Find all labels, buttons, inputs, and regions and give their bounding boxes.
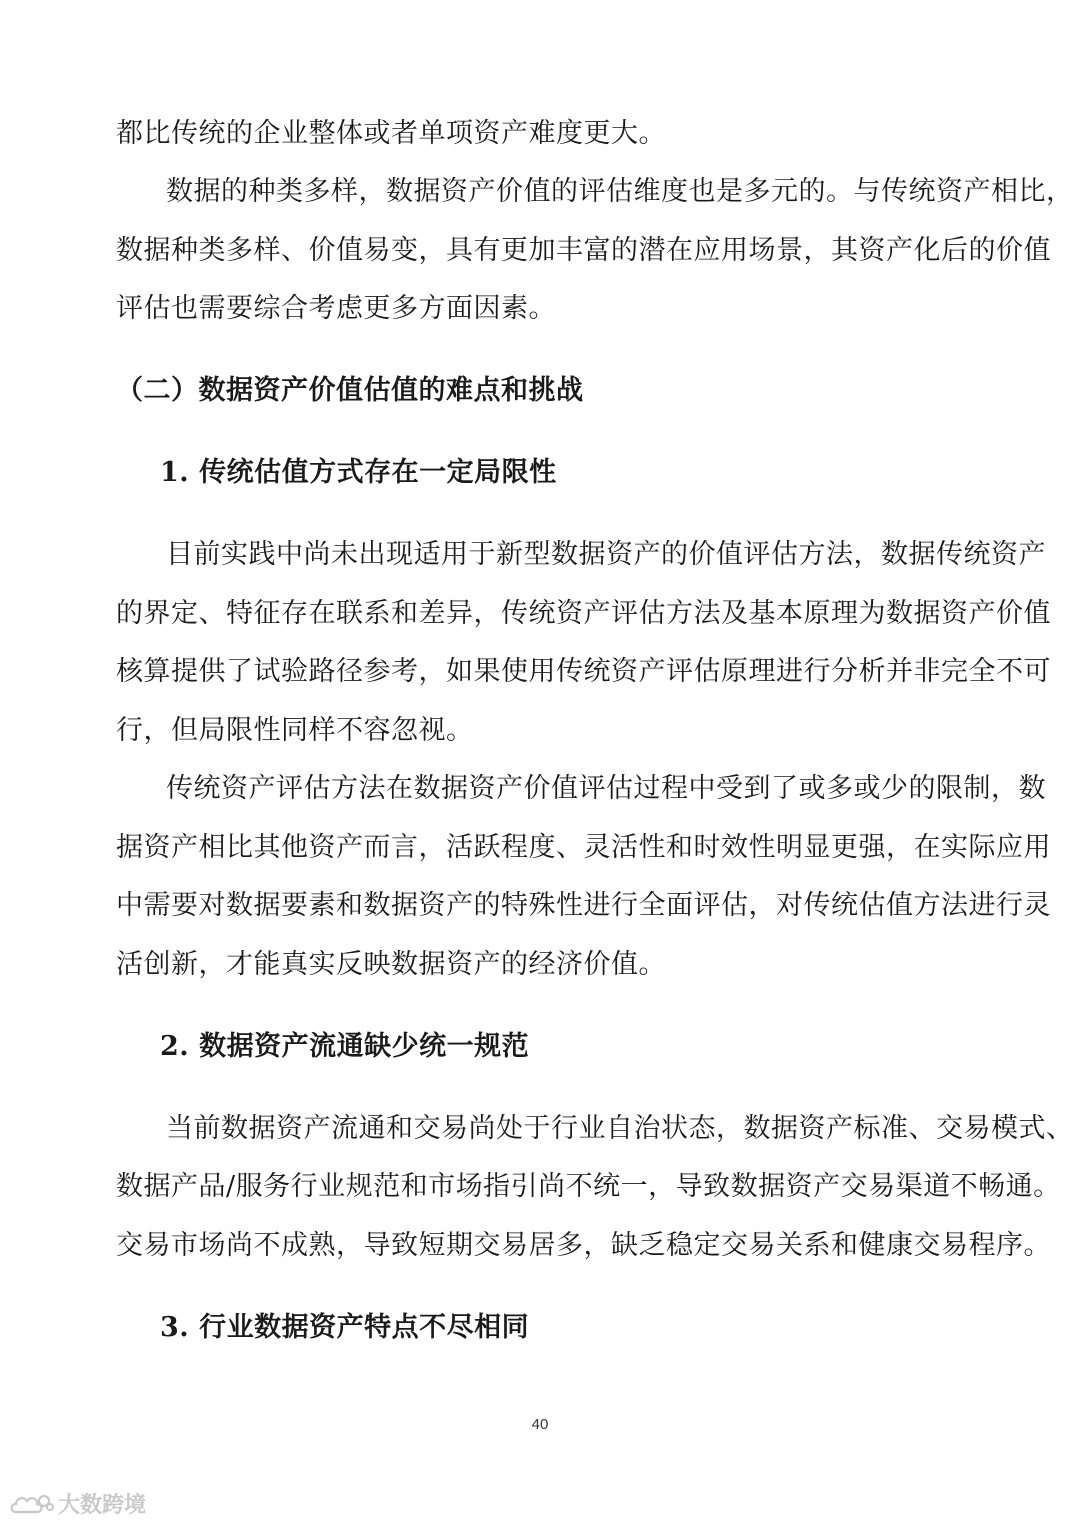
- paragraph-2-line-4: 行，但局限性同样不容忽视。: [116, 715, 474, 746]
- watermark: [8, 1488, 146, 1519]
- paragraph-1-line-2: 数据种类多样、价值易变，具有更加丰富的潜在应用场景，其资产化后的价值: [116, 235, 1051, 266]
- paragraph-4-line-1: 当前数据资产流通和交易尚处于行业自治状态，数据资产标准、交易模式、: [166, 1113, 1074, 1144]
- subheading-1: 1. 传统估值方式存在一定局限性: [160, 457, 557, 488]
- paragraph-3-line-4: 活创新，才能真实反映数据资产的经济价值。: [116, 949, 666, 980]
- paragraph-4-line-3: 交易市场尚不成熟，导致短期交易居多，缺乏稳定交易关系和健康交易程序。: [116, 1230, 1051, 1261]
- subheading-2: 2. 数据资产流通缺少统一规范: [160, 1031, 530, 1062]
- paragraph-1-line-3: 评估也需要综合考虑更多方面因素。: [116, 293, 556, 324]
- paragraph-3-line-3: 中需要对数据要素和数据资产的特殊性进行全面评估，对传统估值方法进行灵: [116, 890, 1051, 921]
- paragraph-4-line-2: 数据产品/服务行业规范和市场指引尚不统一，导致数据资产交易渠道不畅通。: [116, 1171, 1061, 1202]
- subheading-3: 3. 行业数据资产特点不尽相同: [160, 1312, 530, 1343]
- page-number: 40: [531, 1416, 549, 1433]
- paragraph-2-line-1: 目前实践中尚未出现适用于新型数据资产的价值评估方法，数据传统资产: [166, 539, 1046, 570]
- paragraph-3-line-1: 传统资产评估方法在数据资产价值评估过程中受到了或多或少的限制，数: [166, 773, 1046, 804]
- paragraph-2-line-3: 核算提供了试验路径参考，如果使用传统资产评估原理进行分析并非完全不可: [116, 656, 1051, 687]
- paragraph-1-line-1: 数据的种类多样，数据资产价值的评估维度也是多元的。与传统资产相比，: [166, 176, 1074, 207]
- paragraph-3-line-2: 据资产相比其他资产而言，活跃程度、灵活性和时效性明显更强，在实际应用: [116, 832, 1051, 863]
- paragraph-0-line-1: 都比传统的企业整体或者单项资产难度更大。: [116, 118, 666, 149]
- paragraph-2-line-2: 的界定、特征存在联系和差异，传统资产评估方法及基本原理为数据资产价值: [116, 598, 1051, 629]
- watermark-text: 大数跨境: [58, 1492, 147, 1517]
- cloud-logo-icon: [8, 1490, 54, 1518]
- section-heading: （二）数据资产价值估值的难点和挑战: [116, 375, 584, 406]
